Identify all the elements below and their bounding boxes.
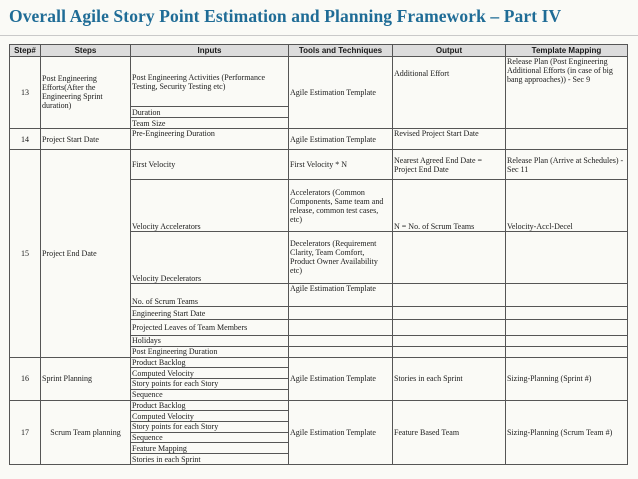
- input-cell: Engineering Start Date: [131, 307, 289, 320]
- step-number: 16: [10, 357, 41, 400]
- header-output: Output: [393, 45, 506, 57]
- input-cell: Product Backlog: [131, 357, 289, 368]
- template-cell: Velocity-Accl-Decel: [506, 180, 628, 232]
- input-cell: Computed Velocity: [131, 411, 289, 422]
- template-cell: [506, 307, 628, 320]
- input-cell: Computed Velocity: [131, 368, 289, 379]
- output-cell: [393, 346, 506, 357]
- header-inputs: Inputs: [131, 45, 289, 57]
- table-row: [10, 57, 628, 107]
- step-number: 14: [10, 128, 41, 149]
- input-cell: First Velocity: [131, 150, 289, 180]
- input-cell: Holidays: [131, 336, 289, 347]
- input-cell: Post Engineering Activities (Performance Testing, Security Testing etc): [131, 57, 289, 107]
- input-cell: Sequence: [131, 432, 289, 443]
- input-cell: Post Engineering Duration: [131, 346, 289, 357]
- tool-cell: Decelerators (Requirement Clarity, Team Comfort, Product Owner Availability etc): [289, 231, 393, 283]
- input-cell: Velocity Decelerators: [131, 231, 289, 283]
- output-cell: Additional Effort: [393, 57, 506, 129]
- input-cell: Stories in each Sprint: [131, 454, 289, 465]
- input-cell: No. of Scrum Teams: [131, 283, 289, 307]
- tool-cell: First Velocity * N: [289, 150, 393, 180]
- template-cell: [506, 128, 628, 149]
- output-cell: [393, 231, 506, 283]
- output-cell: [393, 320, 506, 336]
- tool-cell: [289, 320, 393, 336]
- title-divider: [0, 35, 638, 36]
- step-number: 13: [10, 57, 41, 129]
- step-name: Project End Date: [41, 150, 131, 357]
- output-cell: [393, 307, 506, 320]
- tool-cell: [289, 307, 393, 320]
- table-row: [10, 400, 628, 411]
- step-number: 17: [10, 400, 41, 465]
- output-cell: Nearest Agreed End Date = Project End Date: [393, 150, 506, 180]
- slide-title: Overall Agile Story Point Estimation and Planning Framework – Part IV: [9, 6, 562, 26]
- step-name: Project Start Date: [41, 128, 131, 149]
- header-template: Template Mapping: [506, 45, 628, 57]
- template-cell: Release Plan (Arrive at Schedules) - Sec 11: [506, 150, 628, 180]
- output-cell: Revised Project Start Date: [393, 128, 506, 149]
- step-name: Sprint Planning: [41, 357, 131, 400]
- table-row: [10, 357, 628, 368]
- input-cell: Story points for each Story: [131, 379, 289, 390]
- step-number: 15: [10, 150, 41, 357]
- output-cell: [393, 336, 506, 347]
- template-cell: Sizing-Planning (Scrum Team #): [506, 400, 628, 465]
- step-name: Post Engineering Efforts(After the Engineering Sprint duration): [41, 57, 131, 129]
- output-cell: Feature Based Team: [393, 400, 506, 465]
- template-cell: [506, 336, 628, 347]
- output-cell: N = No. of Scrum Teams: [393, 180, 506, 232]
- table-row: [10, 150, 628, 180]
- step-name: Scrum Team planning: [41, 400, 131, 465]
- header-step-num: Step#: [10, 45, 41, 57]
- output-cell: [393, 283, 506, 307]
- header-steps: Steps: [41, 45, 131, 57]
- tool-cell: [289, 336, 393, 347]
- header-row: [10, 45, 628, 57]
- input-cell: Feature Mapping: [131, 443, 289, 454]
- input-cell: Duration: [131, 107, 289, 118]
- tool-cell: Agile Estimation Template: [289, 57, 393, 129]
- input-cell: Sequence: [131, 389, 289, 400]
- header-tools: Tools and Techniques: [289, 45, 393, 57]
- input-cell: Story points for each Story: [131, 421, 289, 432]
- template-cell: Sizing-Planning (Sprint #): [506, 357, 628, 400]
- input-cell: Team Size: [131, 118, 289, 129]
- tool-cell: Agile Estimation Template: [289, 400, 393, 465]
- template-cell: [506, 346, 628, 357]
- template-cell: [506, 320, 628, 336]
- tool-cell: Accelerators (Common Components, Same team and release, common test cases, etc): [289, 180, 393, 232]
- tool-cell: [289, 346, 393, 357]
- input-cell: Product Backlog: [131, 400, 289, 411]
- template-cell: Release Plan (Post Engineering Additional Efforts (in case of big bang approaches)) - Sec 9: [506, 57, 628, 129]
- output-cell: Stories in each Sprint: [393, 357, 506, 400]
- framework-table: [9, 44, 628, 465]
- template-cell: [506, 283, 628, 307]
- tool-cell: Agile Estimation Template: [289, 283, 393, 307]
- input-cell: Velocity Accelerators: [131, 180, 289, 232]
- table-row: [10, 128, 628, 149]
- template-cell: [506, 231, 628, 283]
- tool-cell: Agile Estimation Template: [289, 128, 393, 149]
- input-cell: Pre-Engineering Duration: [131, 128, 289, 149]
- input-cell: Projected Leaves of Team Members: [131, 320, 289, 336]
- tool-cell: Agile Estimation Template: [289, 357, 393, 400]
